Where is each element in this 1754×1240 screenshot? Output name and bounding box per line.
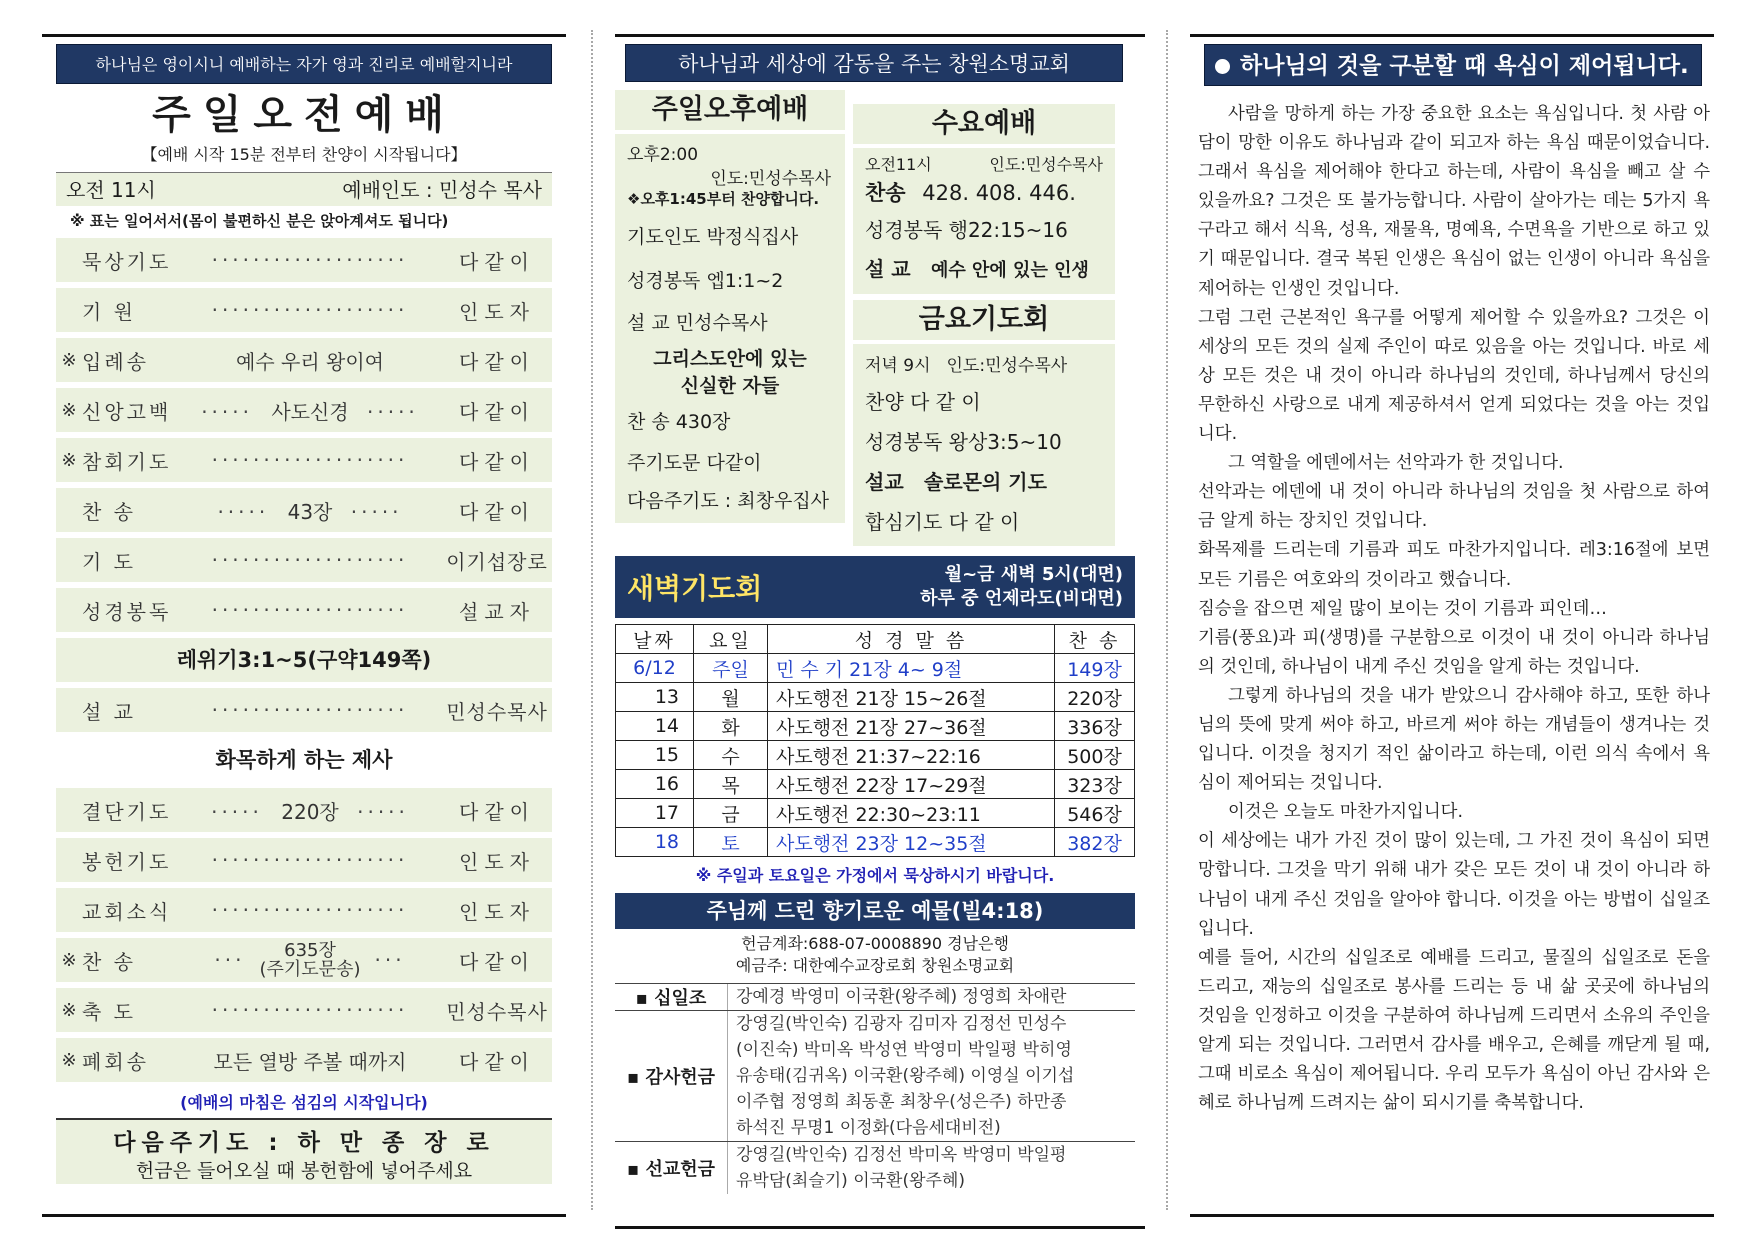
service-leader: 예배인도 : 민성수 목사 xyxy=(342,178,542,202)
afternoon-time: 오후2:00 xyxy=(627,145,699,165)
sermon-paragraph: 기름(풍요)과 피(생명)를 구분함으로 이것이 내 것이 아니라 하나님의 것인데, 하나님이 내게 주신 것임을 알게 하는 것입니다. xyxy=(1198,627,1710,677)
sermon-title: 화목하게 하는 제사 xyxy=(215,748,393,772)
table-row xyxy=(616,683,1135,712)
order-item: 찬 송 xyxy=(82,949,136,974)
afternoon-hymn: 찬 송 430장 xyxy=(627,411,731,433)
wednesday-leader: 인도:민성수목사 xyxy=(989,155,1103,174)
order-item: 기 원 xyxy=(82,299,136,324)
friday-united-prayer: 합심기도 다 같 이 xyxy=(865,510,1020,534)
order-detail xyxy=(178,1046,442,1075)
sermon-paragraph: 이것은 오늘도 마찬가지입니다. xyxy=(1228,802,1463,823)
afternoon-sermon-title-2: 신실한 자들 xyxy=(680,375,780,397)
standing-note: ※ 표는 일어서서(몸이 불편하신 분은 앉아계셔도 됩니다) xyxy=(70,212,449,230)
column-header: 찬 송 xyxy=(1055,625,1135,654)
sermon-column-title xyxy=(1204,44,1702,86)
table-cell: 16 xyxy=(616,770,694,799)
order-of-worship-2 xyxy=(42,788,566,1082)
dawn-prayer-header xyxy=(615,556,1135,618)
order-mark: ※ xyxy=(61,449,77,471)
leader-dots: ··················· xyxy=(211,448,409,472)
order-detail xyxy=(178,448,442,472)
table-row xyxy=(616,741,1135,770)
sermon-paragraph: 짐승을 잡으면 제일 많이 보이는 것이 기름과 피인데… xyxy=(1198,598,1607,619)
offering-title: 주님께 드린 향기로운 예물(빌4:18) xyxy=(615,893,1135,929)
sermon-column xyxy=(1190,34,1714,1118)
sermon-paragraph: 이 세상에는 내가 가진 것이 많이 있는데, 그 가진 것이 욕심이 되면 망합니다. 그것을 막기 위해 내가 갖은 모든 것이 내 것이 아니라 하나님이 내게 주신 것임을 알아야 합니다. 이것을 아는 방법이 십일조입니다. xyxy=(1198,831,1710,939)
order-detail xyxy=(178,698,442,722)
table-cell: 18 xyxy=(616,828,694,857)
order-item: 입례송 xyxy=(82,349,149,374)
order-item: 기 도 xyxy=(82,549,136,574)
wednesday-title: 수요예배 xyxy=(853,104,1115,144)
tithe-names xyxy=(727,984,1135,1010)
leader-dots: ····· xyxy=(201,399,264,424)
order-row xyxy=(56,988,552,1032)
afternoon-title: 주일오후예배 xyxy=(615,90,845,130)
order-row xyxy=(56,938,552,982)
donor-names-line: 하석진 무명1 이정화(다음세대비전) xyxy=(736,1118,1001,1138)
order-mark: ※ xyxy=(61,399,77,421)
order-item: 묵상기도 xyxy=(82,249,172,274)
friday-praise: 찬양 다 같 이 xyxy=(865,390,981,414)
friday-time-row xyxy=(853,350,1115,382)
sermon-paragraph: 예를 들어, 시간의 십일조로 예배를 드리고, 물질의 십일조로 돈을 드리고, 재능의 십일조로 봉사를 드리는 등 내 삶 곳곳에 하나님의 것임을 인정하고 이것을 구분하여 하나님께 드리면서 소유의 주인을 알게 되는 것입니다. 그러면서 감사를 배우고, 은혜를 깨닫게 될 때, 그때 비로소 욕심이 제어됩니다. 우리 모두가 욕심이 아닌 감사와 은혜로 하나님께 드려지는 삶이 되시기를 축복합니다. xyxy=(1198,947,1710,1114)
order-mark: ※ xyxy=(61,949,77,971)
order-item: 신앙고백 xyxy=(82,399,172,424)
order-role: 설교자 xyxy=(459,599,535,624)
order-item: 결단기도 xyxy=(82,799,172,824)
order-item: 교회소식 xyxy=(82,899,172,924)
table-cell: 14 xyxy=(616,712,694,741)
order-role: 민성수목사 xyxy=(446,699,548,724)
table-cell: 토 xyxy=(694,828,768,857)
order-role: 다같이 xyxy=(459,799,535,824)
table-row xyxy=(616,654,1135,683)
weekday-services xyxy=(853,104,1115,546)
table-cell: 금 xyxy=(694,799,768,828)
order-role: 이기섭장로 xyxy=(446,549,548,574)
account-holder: 예금주: 대한예수교장로회 창원소명교회 xyxy=(735,956,1015,975)
wednesday-time: 오전11시 xyxy=(865,155,932,174)
order-row xyxy=(56,288,552,332)
tithe-label: ▪ 십일조 xyxy=(635,988,707,1009)
dawn-reading-table-wrap xyxy=(615,624,1135,857)
tithe-row xyxy=(615,983,1135,1010)
order-detail xyxy=(178,248,442,272)
dawn-reading-table xyxy=(615,624,1135,857)
table-cell: 사도행전 21:37~22:16 xyxy=(768,741,1055,770)
order-row xyxy=(56,438,552,482)
sermon-paragraph: 사람을 망하게 하는 가장 중요한 요소는 욕심입니다. 첫 사람 아담이 망한 이유도 하나님과 같이 되고자 하는 욕심 때문이었습니다. 그래서 욕심을 제어해야 한다고 하는데, 사람이 욕심을 빼고 살 수 있을까요? 그것은 또 불가능합니다. 사람이 살아가는 데는 5가지 욕구라고 해서 식욕, 성욕, 재물욕, 명예욕, 수면욕을 기반으로 하고 있기 때문입니다. 결국 복된 인생은 욕심이 없는 인생이 아니라 욕심을 제어하는 인생인 것입니다. xyxy=(1198,104,1710,299)
wednesday-hymn-label: 찬송 xyxy=(865,181,906,205)
afternoon-details xyxy=(615,134,845,523)
column-divider-left xyxy=(591,30,593,1210)
order-mark: ※ xyxy=(61,349,77,371)
afternoon-sermon-title-1: 그리스도안에 있는 xyxy=(653,348,807,370)
order-detail xyxy=(178,598,442,622)
sermon-body xyxy=(1190,100,1714,1118)
order-row xyxy=(56,688,552,732)
table-cell: 사도행전 21장 27~36절 xyxy=(768,712,1055,741)
friday-sermon-row xyxy=(853,462,1115,502)
column-header: 성 경 말 씀 xyxy=(768,625,1055,654)
wednesday-details xyxy=(853,148,1115,294)
sermon-column-title-text: 하나님의 것을 구분할 때 욕심이 제어됩니다. xyxy=(1240,53,1689,79)
order-role: 인도자 xyxy=(459,899,535,924)
friday-title: 금요기도회 xyxy=(853,300,1115,340)
table-cell: 월 xyxy=(694,683,768,712)
leader-dots: ····· xyxy=(340,499,403,524)
friday-sermon-label: 설교 xyxy=(865,470,904,494)
order-detail xyxy=(178,998,442,1022)
leader-dots: ··················· xyxy=(211,848,409,872)
sermon-paragraph: 그럼 그런 근본적인 욕구를 어떻게 제어할 수 있을까요? 그것은 이 세상의 모든 것의 실제 주인이 따로 있음을 아는 것입니다. 바로 세상 모든 것은 내 것이 아니라 하나님의 것인데, 하나님께서 당신의 무한하신 사랑으로 내게 제공하셔서 얻게 되었다는 것을 아는 것입니다. xyxy=(1198,307,1710,445)
leader-dots: ····· xyxy=(217,499,280,524)
table-cell: 수 xyxy=(694,741,768,770)
order-detail xyxy=(178,548,442,572)
order-row xyxy=(56,238,552,282)
order-detail xyxy=(178,298,442,322)
leader-dots: ····· xyxy=(346,799,409,824)
order-item: 봉헌기도 xyxy=(82,849,172,874)
order-detail-text: 43장 xyxy=(287,499,333,524)
table-row xyxy=(616,828,1135,857)
friday-time: 저녁 9시 xyxy=(865,356,931,376)
leader-dots: ··· xyxy=(214,948,246,972)
table-cell: 화 xyxy=(694,712,768,741)
order-row xyxy=(56,788,552,832)
order-role: 인도자 xyxy=(459,849,535,874)
thanks-names xyxy=(727,1011,1135,1141)
service-time-row xyxy=(56,172,552,206)
leader-dots: ····· xyxy=(211,799,274,824)
table-cell: 사도행전 22장 17~29절 xyxy=(768,770,1055,799)
bottom-rule-col3 xyxy=(1190,1214,1714,1217)
order-detail-text: 예수 우리 왕이여 xyxy=(236,349,384,374)
mission-label: ▪ 선교헌금 xyxy=(626,1159,716,1180)
table-cell: 336장 xyxy=(1055,712,1135,741)
services-grid xyxy=(615,90,1135,546)
table-cell: 민 수 기 21장 4~ 9절 xyxy=(768,654,1055,683)
order-row xyxy=(56,838,552,882)
next-prayer-box xyxy=(56,1118,552,1184)
service-start-note: 【예배 시작 15분 전부터 찬양이 시작됩니다】 xyxy=(141,145,467,164)
table-cell: 사도행전 22:30~23:11 xyxy=(768,799,1055,828)
column-header: 요일 xyxy=(694,625,768,654)
donor-names-line: (이진숙) 박미옥 박성연 박영미 박일평 박히영 xyxy=(736,1040,1072,1060)
morning-service-column xyxy=(42,34,566,1184)
table-header-row xyxy=(616,625,1135,654)
table-row xyxy=(616,770,1135,799)
leader-dots: ··················· xyxy=(211,698,409,722)
bank-account: 헌금계좌:688-07-0008890 경남은행 xyxy=(741,934,1009,953)
order-role: 다같이 xyxy=(459,949,535,974)
order-of-worship xyxy=(42,238,566,632)
order-item: 성경봉독 xyxy=(82,599,172,624)
dawn-title: 새벽기도회 xyxy=(627,572,763,605)
afternoon-reading: 성경봉독 엡1:1~2 xyxy=(627,270,784,292)
friday-details xyxy=(853,344,1115,546)
table-row xyxy=(616,799,1135,828)
table-cell: 사도행전 21장 15~26절 xyxy=(768,683,1055,712)
donor-names-line: 강영길(박인숙) 김광자 김미자 김정선 민성수 xyxy=(736,1014,1067,1034)
order-row xyxy=(56,1038,552,1082)
dawn-schedule-1: 월~금 새벽 5시(대면) xyxy=(944,564,1123,585)
leader-dots: ··················· xyxy=(211,298,409,322)
table-cell: 546장 xyxy=(1055,799,1135,828)
wednesday-time-row xyxy=(853,152,1115,176)
wednesday-sermon-title: 예수 안에 있는 인생 xyxy=(930,260,1089,281)
bullet-icon xyxy=(1215,59,1230,74)
sermon-paragraph: 그렇게 하나님의 것을 내가 받았으니 감사해야 하고, 또한 하나님의 뜻에 맞게 써야 하고, 바르게 써야 하는 개념들이 생겨나는 것입니다. 이것을 청지기 적인 삶이라고 하는데, 이런 의식 속에서 욕심이 제어되는 것입니다. xyxy=(1198,685,1710,794)
order-role: 인도자 xyxy=(459,299,535,324)
order-mark: ※ xyxy=(61,1049,77,1071)
friday-leader: 인도:민성수목사 xyxy=(946,356,1068,376)
table-body xyxy=(616,654,1135,857)
table-cell: 13 xyxy=(616,683,694,712)
order-detail xyxy=(178,941,442,979)
order-detail xyxy=(178,346,442,375)
wednesday-reading: 성경봉독 행22:15~16 xyxy=(865,218,1068,242)
wednesday-hymns: 428. 408. 446. xyxy=(922,181,1076,205)
leader-dots: ··················· xyxy=(211,898,409,922)
order-detail xyxy=(178,496,442,525)
home-devotion-note: ※ 주일과 토요일은 가정에서 묵상하시기 바랍니다. xyxy=(695,866,1055,885)
wednesday-sermon-label: 설 교 xyxy=(865,257,911,281)
motto-banner: 하나님은 영이시니 예배하는 자가 영과 진리로 예배할지니라 xyxy=(56,44,552,84)
table-cell: 149장 xyxy=(1055,654,1135,683)
table-cell: 15 xyxy=(616,741,694,770)
order-detail xyxy=(178,396,442,425)
sermon-paragraph: 그 역할을 에덴에서는 선악과가 한 것입니다. xyxy=(1228,453,1564,474)
bottom-rule-col1 xyxy=(42,1214,566,1217)
leader-dots: ··················· xyxy=(211,998,409,1022)
scripture-reference: 레위기3:1~5(구약149쪽) xyxy=(56,638,552,682)
order-role: 다같이 xyxy=(459,1049,535,1074)
table-cell: 목 xyxy=(694,770,768,799)
order-row xyxy=(56,488,552,532)
sermon-row-wrap xyxy=(42,688,566,732)
table-cell: 323장 xyxy=(1055,770,1135,799)
ending-note: (예배의 마침은 섬김의 시작입니다) xyxy=(180,1093,428,1112)
donor-names-line: 강영길(박인숙) 김정선 박미옥 박영미 박일평 xyxy=(736,1145,1067,1165)
service-time: 오전 11시 xyxy=(66,178,156,202)
dawn-schedule-2: 하루 중 언제라도(비대면) xyxy=(920,588,1123,609)
sermon-paragraph: 선악과는 에덴에 내 것이 아니라 하나님의 것임을 첫 사람으로 하여금 알게 하는 장치인 것입니다. xyxy=(1198,482,1710,532)
friday-sermon-title: 솔로몬의 기도 xyxy=(924,470,1047,494)
table-cell: 6/12 xyxy=(616,654,694,683)
order-detail xyxy=(178,796,442,825)
thanks-label: ▪ 감사헌금 xyxy=(626,1067,716,1088)
table-cell: 500장 xyxy=(1055,741,1135,770)
order-detail xyxy=(178,898,442,922)
mission-names xyxy=(727,1142,1135,1194)
order-mark: ※ xyxy=(61,999,77,1021)
leader-dots: ··················· xyxy=(211,548,409,572)
afternoon-lords-prayer: 주기도문 다같이 xyxy=(627,452,762,474)
afternoon-next-prayer: 다음주기도 : 최창우집사 xyxy=(627,490,830,512)
order-item: 폐회송 xyxy=(82,1049,149,1074)
afternoon-leader: 인도:민성수목사 xyxy=(710,169,831,189)
donor-names-line: 유박담(최슬기) 이국환(왕주혜) xyxy=(736,1171,965,1191)
sermon-paragraph: 화목제를 드리는데 기름과 피도 마찬가지입니다. 레3:16절에 보면 모든 기름은 여호와의 것이라고 했습니다. xyxy=(1198,540,1710,590)
afternoon-praise-note: ❖오후1:45부터 찬양합니다. xyxy=(627,190,820,208)
bottom-rule-col2 xyxy=(615,1226,1145,1229)
table-cell: 382장 xyxy=(1055,828,1135,857)
table-cell: 사도행전 23장 12~35절 xyxy=(768,828,1055,857)
table-row xyxy=(616,712,1135,741)
leader-dots: ··················· xyxy=(211,248,409,272)
afternoon-prayer: 기도인도 박정식집사 xyxy=(627,226,799,248)
leader-dots: ··· xyxy=(374,948,406,972)
order-item: 찬 송 xyxy=(82,499,136,524)
wednesday-sermon-row xyxy=(853,250,1115,288)
order-role: 다같이 xyxy=(459,449,535,474)
order-row xyxy=(56,388,552,432)
weekly-services-column xyxy=(615,34,1135,1194)
order-item: 축 도 xyxy=(82,999,136,1024)
afternoon-sermon: 설 교 민성수목사 xyxy=(627,312,768,334)
mission-row xyxy=(615,1141,1135,1194)
order-row xyxy=(56,588,552,632)
church-banner: 하나님과 세상에 감동을 주는 창원소명교회 xyxy=(625,44,1123,82)
order-role: 다같이 xyxy=(459,399,535,424)
order-detail-text: 220장 xyxy=(281,799,339,824)
order-role: 민성수목사 xyxy=(446,999,548,1024)
offering-note: 헌금은 들어오실 때 봉헌함에 넣어주세요 xyxy=(135,1160,473,1182)
order-detail-text: 635장 (주기도문송) xyxy=(259,941,361,979)
table-cell: 주일 xyxy=(694,654,768,683)
morning-service-title: 주일오전예배 xyxy=(152,92,456,138)
order-role: 다같이 xyxy=(459,249,535,274)
thanks-row xyxy=(615,1010,1135,1141)
column-header: 날짜 xyxy=(616,625,694,654)
column-divider-right xyxy=(1166,30,1168,1210)
table-cell: 17 xyxy=(616,799,694,828)
order-row xyxy=(56,888,552,932)
order-role: 다같이 xyxy=(459,349,535,374)
order-detail-text: 사도신경 xyxy=(271,399,349,424)
donor-names-line: 유송태(김귀옥) 이국환(왕주혜) 이영실 이기섭 xyxy=(736,1066,1075,1086)
table-cell: 220장 xyxy=(1055,683,1135,712)
order-role: 다같이 xyxy=(459,499,535,524)
wednesday-hymn-row xyxy=(853,176,1115,210)
next-week-prayer: 다음주기도 : 하 만 종 장 로 xyxy=(113,1130,495,1156)
order-row xyxy=(56,338,552,382)
order-detail-text: 모든 열방 주볼 때까지 xyxy=(213,1049,407,1074)
order-item: 설 교 xyxy=(82,699,136,724)
donor-names-line: 이주협 정영희 최동훈 최창우(성은주) 하만종 xyxy=(736,1092,1067,1112)
friday-reading: 성경봉독 왕상3:5~10 xyxy=(865,430,1062,454)
leader-dots: ····· xyxy=(356,399,419,424)
order-detail xyxy=(178,848,442,872)
order-row xyxy=(56,538,552,582)
afternoon-service xyxy=(615,90,845,546)
dawn-schedule xyxy=(920,563,1123,611)
donor-names-line: 강예경 박영미 이국환(왕주혜) 정영희 차애란 xyxy=(736,987,1067,1007)
order-item: 참회기도 xyxy=(82,449,172,474)
leader-dots: ··················· xyxy=(211,598,409,622)
